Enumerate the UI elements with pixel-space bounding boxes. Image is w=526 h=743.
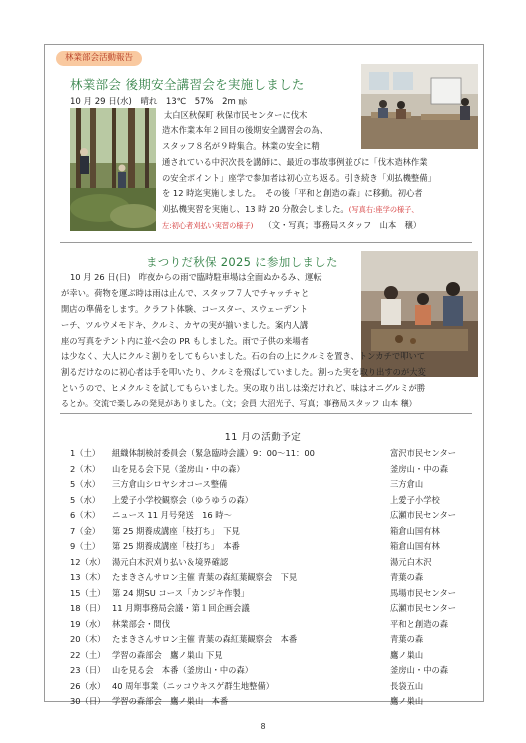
page-number: 8 [260, 722, 266, 731]
schedule-row [70, 508, 480, 523]
schedule-event: 40 周年事業（ニッコウキスゲ群生地整備） [112, 680, 275, 691]
article2-line-1: 10 月 26 日(日) 昨夜からの雨で臨時駐車場は全面ぬかるみ、運転 [70, 272, 322, 282]
photo-caption-a: (写真右:座学の様子、 [348, 205, 419, 214]
schedule-date: 23（日） [70, 665, 106, 675]
schedule-row [70, 446, 480, 461]
schedule-title: 11 月の活動予定 [224, 432, 302, 443]
schedule-event: 第 24 期SU コース「カンジキ作製」 [112, 587, 250, 598]
schedule-row [70, 586, 480, 601]
schedule-date: 6（木） [70, 510, 101, 520]
schedule-place: 青葉の森 [390, 634, 424, 644]
schedule-date: 5（水） [70, 494, 101, 505]
article2-line-6: は少なく、大人にクルミ割りをしてもらいました。石の台の上にクルミを置き、トンカチで叩いて [61, 351, 426, 361]
schedule-date: 26（水） [70, 680, 106, 691]
schedule-event: 第 25 期養成講座「枝打ち」 本番 [112, 541, 240, 551]
schedule-place: 湯元白木沢 [390, 556, 432, 567]
schedule-row [70, 694, 480, 709]
schedule-place: 広瀬市民センター [390, 603, 457, 613]
schedule-place: 釜房山・中の森 [390, 463, 449, 474]
schedule-event: 組織体制検討委員会（緊急臨時会議）9：00～11：00 [112, 448, 315, 458]
article1-line-3: スタッフ８名が９時集合。林業の安全に精 [162, 141, 320, 151]
schedule-date: 9（土） [70, 541, 101, 551]
schedule-place: 平和と創造の森 [390, 618, 449, 629]
article1-line-1: 太白区秋保町 秋保市民センターに伐木 [164, 110, 308, 120]
schedule-date: 19（水） [70, 618, 106, 629]
schedule-place: 長袋五山 [390, 680, 424, 691]
schedule-event: たまきさんサロン主催 青葉の森紅葉観察会 下見 [112, 572, 298, 582]
schedule-event: 湯元白木沢刈り払い＆境界確認 [112, 556, 229, 567]
schedule-event: ニュース 11 月号発送 16 時～ [112, 510, 232, 520]
schedule-event: 学習の森部会 鷹ノ巣山 下見 [112, 649, 223, 660]
schedule-place: 釜房山・中の森 [390, 665, 449, 675]
schedule-place: 鷹ノ巣山 [390, 649, 424, 660]
article2-line-9: るとか。交流で楽しみの発見がありました。（文；会員 大沼光子、写真；事務局スタッフ 山本 穣） [61, 399, 417, 408]
article2-line-4: ーチ、ツルウメモドキ、クルミ、カヤの実が揃いました。案内人講 [61, 320, 309, 330]
schedule-date: 12（水） [70, 556, 106, 567]
schedule-place: 上愛子小学校 [390, 494, 440, 505]
schedule-place: 富沢市民センター [390, 448, 457, 458]
schedule-date: 1（土） [70, 448, 101, 458]
article1-line-8 [162, 218, 421, 234]
schedule-event: 林業部会・間伐 [112, 618, 171, 629]
article1-title: 林業部会 後期安全講習会を実施しました [70, 77, 305, 92]
schedule-date: 22（土） [70, 649, 106, 660]
article1-line-4: 通されている中沢次長を講師に、最近の事故事例並びに「伐木造林作業 [162, 157, 428, 167]
schedule-event: 第 25 期養成講座「枝打ち」 下見 [112, 525, 240, 536]
schedule-row [70, 617, 480, 632]
schedule-event: 三方倉山シロヤシオコース整備 [112, 479, 228, 489]
article2-line-7: 割るだけなのに初心者は手を叩いたり、クルミを飛ばしていました。割った実を取り出すのが大変 [61, 367, 426, 377]
schedule-row [70, 663, 480, 678]
schedule-event: たまきさんサロン主催 青葉の森紅葉観察会 本番 [112, 634, 298, 644]
article2-line-8: というので、ヒメクルミを試してもらいました。実の取り出しは楽だけれど、味はオニグルミが勝 [61, 383, 426, 393]
schedule-date: 7（金） [70, 525, 101, 536]
article-divider [60, 242, 472, 243]
schedule-place: 馬場市民センター [390, 587, 457, 598]
schedule-row [70, 493, 480, 508]
article1-line-6: を 12 時迄実施しました。 その後「平和と創造の森」に移動。初心者 [162, 188, 423, 198]
article1-line-7-text: 刈払機実習を実施し、13 時 20 分散会しました。 [162, 204, 349, 214]
article2-line-3: 開店の準備をします。クラフト体験、コースター、スウェーデント [61, 304, 308, 314]
schedule-row [70, 648, 480, 663]
schedule-place: 箱倉山国有林 [390, 525, 440, 536]
schedule-row [70, 524, 480, 539]
schedule-date: 13（木） [70, 572, 106, 582]
schedule-date: 20（木） [70, 634, 106, 644]
schedule-event: 山を見る会下見（釜房山・中の森） [112, 463, 245, 474]
article1-line-7 [162, 202, 419, 218]
schedule-event: 11 月期事務局会議・第１回企画会議 [112, 603, 250, 613]
schedule-place: 鷹ノ巣山 [390, 696, 424, 706]
article1-dateline: 10 月 29 日(水) 晴れ 13℃ 57% 2m ㎧ [70, 97, 248, 107]
schedule-row [70, 632, 480, 647]
schedule-date: 18（日） [70, 603, 106, 613]
article1-line-2: 造木作業本年２回目の後期安全講習会の為、 [162, 125, 328, 135]
schedule-row [70, 462, 480, 477]
forest-work-photo [70, 108, 156, 231]
schedule-row [70, 539, 480, 554]
schedule-row [70, 570, 480, 585]
schedule-place: 箱倉山国有林 [390, 541, 440, 551]
article2-line-5: 座の写真をテント内に並べ会の PR もしました。雨で子供の来場者 [61, 336, 309, 346]
article2-title: まつりだ秋保 2025 に参加しました [146, 255, 338, 269]
schedule-row [70, 601, 480, 616]
schedule-row [70, 477, 480, 492]
schedule-date: 2（木） [70, 463, 101, 474]
schedule-event: 山を見る会 本番（釜房山・中の森） [112, 665, 254, 675]
schedule-place: 三方倉山 [390, 479, 424, 489]
schedule-date: 5（水） [70, 479, 101, 489]
article1-line-5: の安全ポイント」座学で参加者は初心立ち返る。引き続き「刈払機整備」 [162, 173, 436, 183]
schedule-date: 30（日） [70, 696, 106, 706]
schedule-row [70, 679, 480, 694]
section-tag: 林業部会活動報告 [56, 51, 142, 66]
schedule-event: 上愛子小学校観察会（ゆうゆうの森） [112, 494, 254, 505]
schedule-row [70, 555, 480, 570]
schedule-place: 広瀬市民センター [390, 510, 457, 520]
schedule-event: 学習の森部会 鷹ノ巣山 本番 [112, 696, 229, 706]
photo-caption-b: 左:初心者刈払い実習の様子) [162, 221, 254, 230]
article1-credit: （文・写真；事務局スタッフ 山本 穣） [263, 220, 422, 230]
schedule-date: 15（土） [70, 587, 106, 598]
classroom-lecture-photo [361, 64, 478, 149]
schedule-divider [60, 413, 472, 414]
article2-line-2: が幸い。荷物を運ぶ時は雨は止んで、スタッフ７人でチャッチャと [61, 288, 310, 298]
schedule-place: 青葉の森 [390, 572, 424, 582]
